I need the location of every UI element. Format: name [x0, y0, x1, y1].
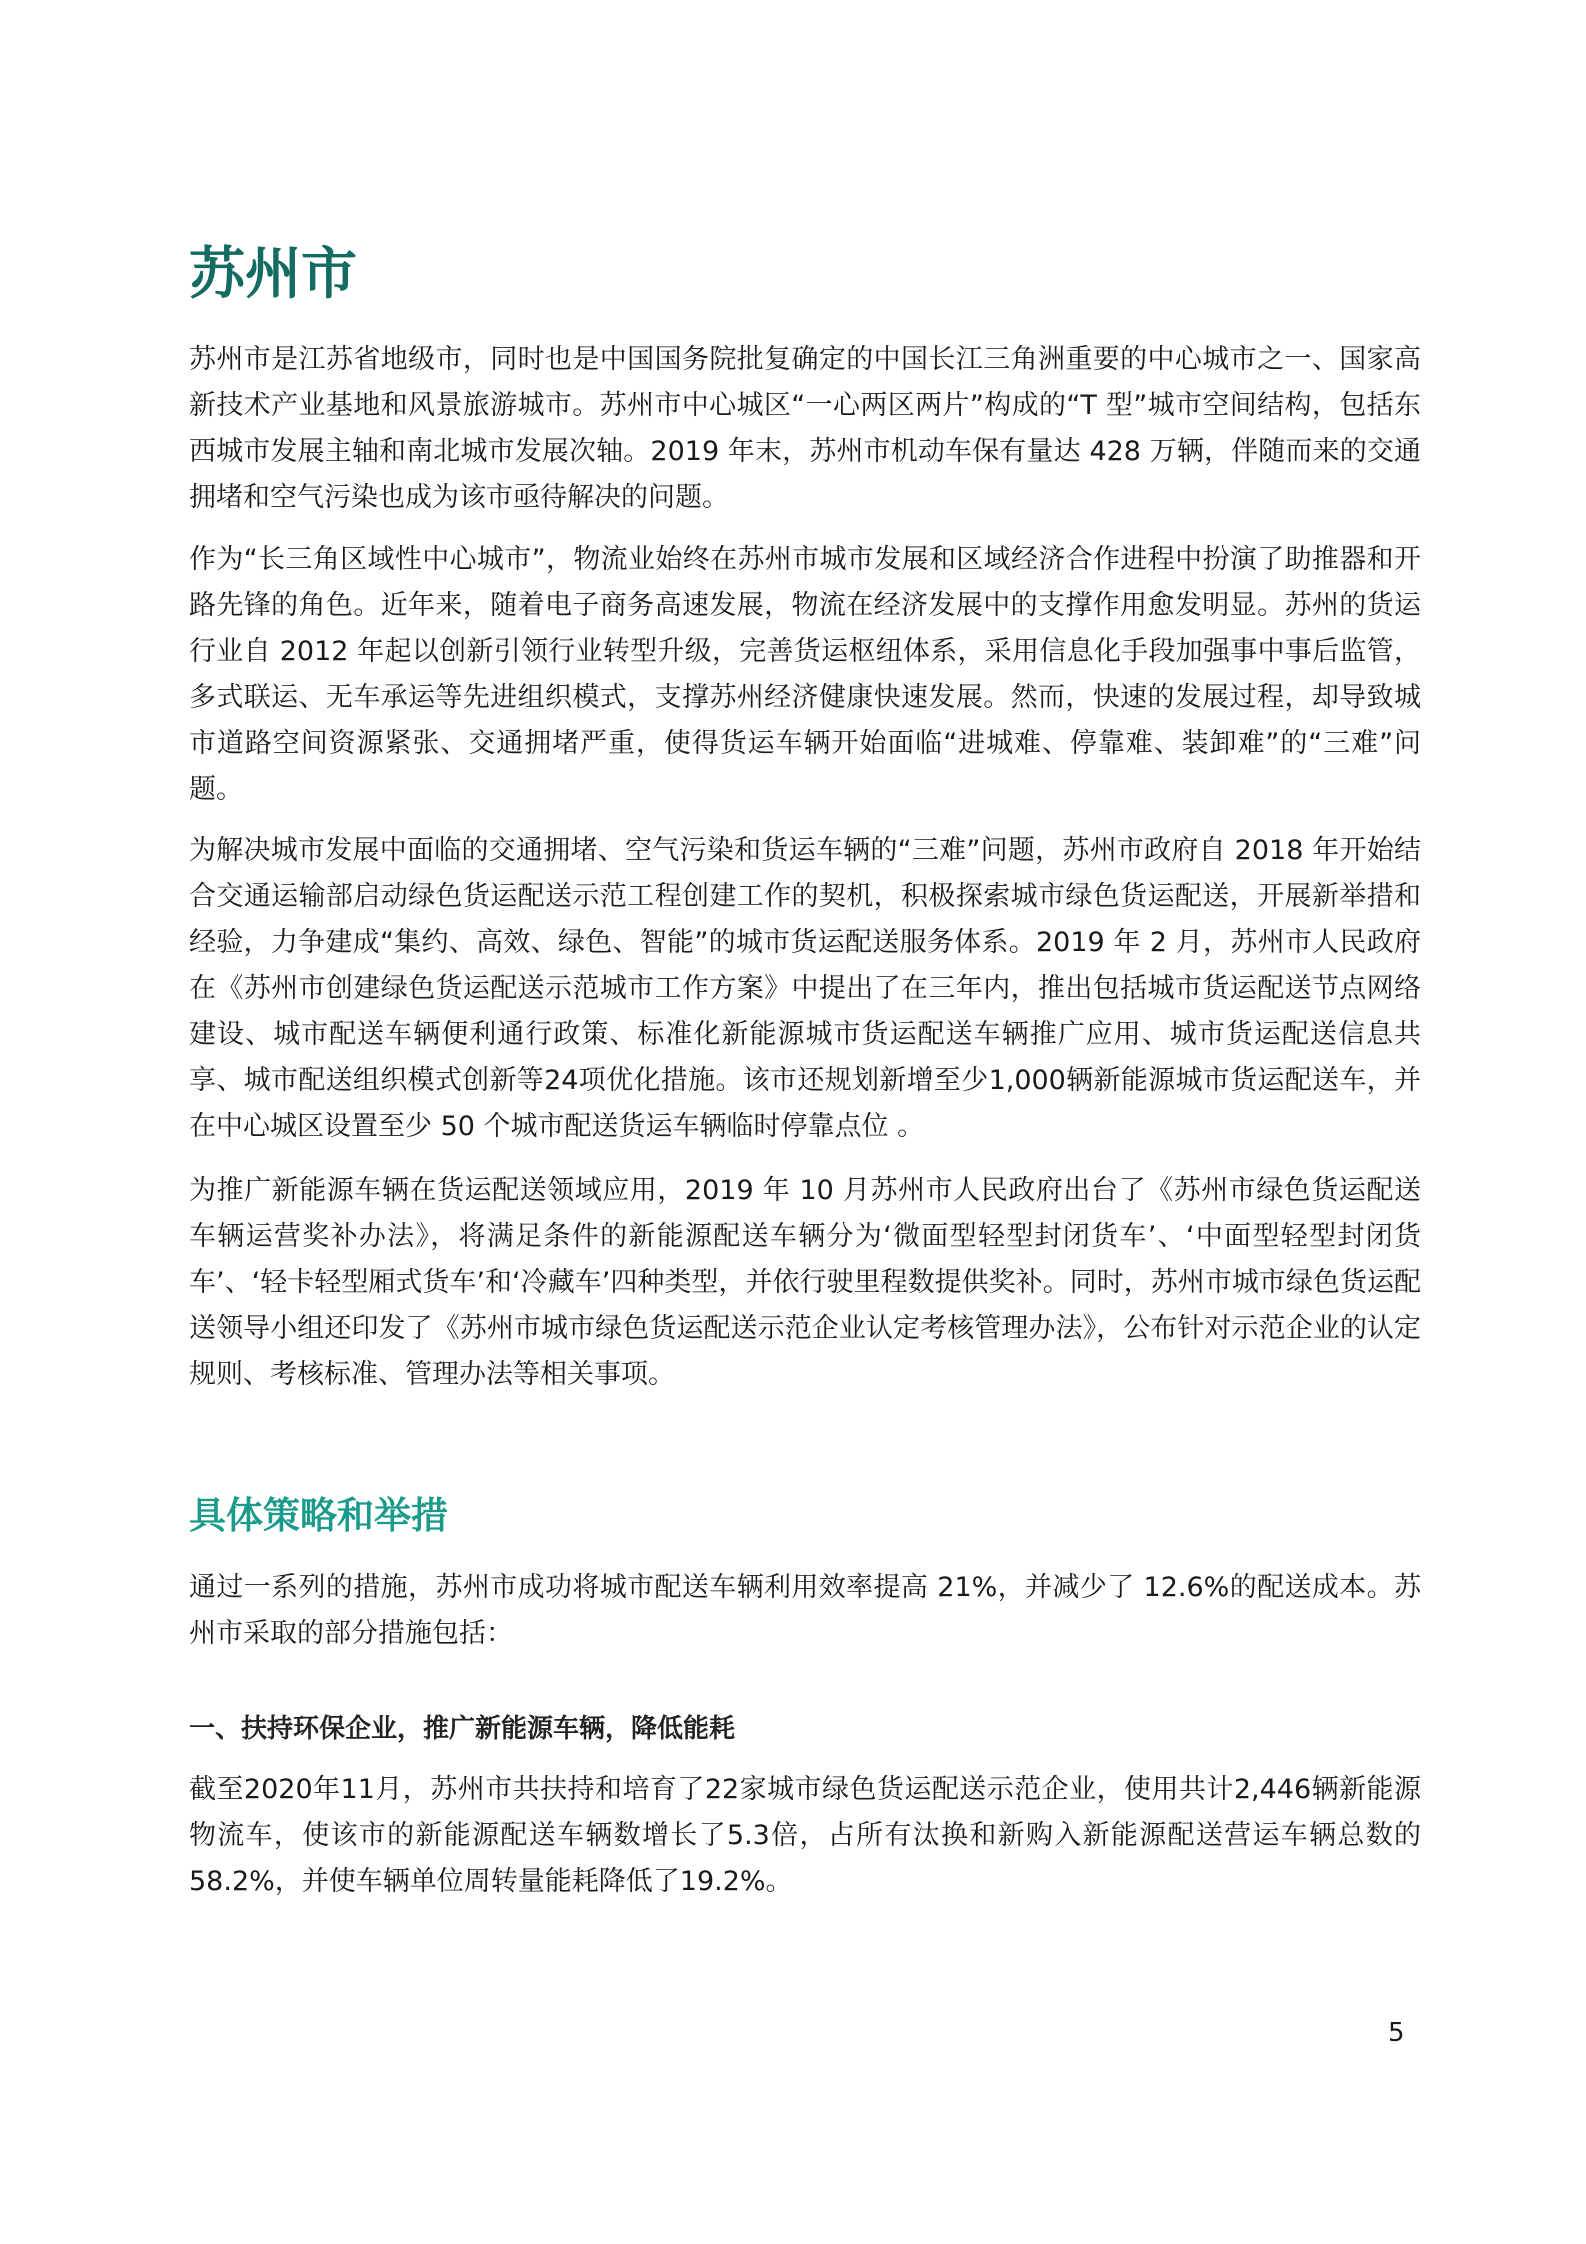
paragraph-subsidy: 为推广新能源车辆在货运配送领域应用，2019 年 10 月苏州市人民政府出台了《苏州市绿色货运配送车辆运营奖补办法》，将满足条件的新能源配送车辆分为‘微面型轻型封闭货车’、‘中面型轻型封闭货车’、‘轻卡轻型厢式货车’和‘冷藏车’四种类型，并依行驶里程数提供奖补。同时，苏州市城市绿色货运配送领导小组还印发了《苏州市城市绿色货运配送示范企业认定考核管理办法》，公布针对示范企业的认定规则、考核标准、管理办法等相关事项。 — [189, 1175, 1421, 1390]
section-intro: 通过一系列的措施，苏州市成功将城市配送车辆利用效率提高 21%，并减少了 12.6%的配送成本。苏州市采取的部分措施包括： — [189, 1572, 1421, 1649]
page-number: 5 — [1388, 2018, 1405, 2048]
section-heading: 具体策略和举措 — [189, 1494, 448, 1537]
subsection-body: 截至2020年11月，苏州市共扶持和培育了22家城市绿色货运配送示范企业，使用共计2,446辆新能源物流车，使该市的新能源配送车辆数增长了5.3倍，占所有汰换和新购入新能源配送营运车辆总数的58.2%，并使车辆单位周转量能耗降低了19.2%。 — [189, 1774, 1421, 1897]
page-title: 苏州市 — [189, 242, 357, 307]
subsection-heading: 一、扶持环保企业，推广新能源车辆，降低能耗 — [189, 1714, 736, 1744]
paragraph-logistics: 作为“长三角区域性中心城市”，物流业始终在苏州市城市发展和区域经济合作进程中扮演了助推器和开路先锋的角色。近年来，随着电子商务高速发展，物流在经济发展中的支撑作用愈发明显。苏州的货运行业自 2012 年起以创新引领行业转型升级，完善货运枢纽体系，采用信息化手段加强事中事后监管，多式联运、无车承运等先进组织模式，支撑苏州经济健康快速发展。然而，快速的发展过程，却导致城市道路空间资源紧张、交通拥堵严重，使得货运车辆开始面临“进城难、停靠难、装卸难”的“三难”问题。 — [189, 544, 1421, 805]
paragraph-intro: 苏州市是江苏省地级市，同时也是中国国务院批复确定的中国长江三角洲重要的中心城市之一、国家高新技术产业基地和风景旅游城市。苏州市中心城区“一心两区两片”构成的“T 型”城市空间结构，包括东西城市发展主轴和南北城市发展次轴。2019 年末，苏州市机动车保有量达 428 万辆，伴随而来的交通拥堵和空气污染也成为该市亟待解决的问题。 — [189, 344, 1421, 513]
paragraph-policy: 为解决城市发展中面临的交通拥堵、空气污染和货运车辆的“三难”问题，苏州市政府自 2018 年开始结合交通运输部启动绿色货运配送示范工程创建工作的契机，积极探索城市绿色货运配送，开展新举措和经验，力争建成“集约、高效、绿色、智能”的城市货运配送服务体系。2019 年 2 月，苏州市人民政府在《苏州市创建绿色货运配送示范城市工作方案》中提出了在三年内，推出包括城市货运配送节点网络建设、城市配送车辆便利通行政策、标准化新能源城市货运配送车辆推广应用、城市货运配送信息共享、城市配送组织模式创新等24项优化措施。该市还规划新增至少1,000辆新能源城市货运配送车，并在中心城区设置至少 50 个城市配送货运车辆临时停靠点位 。 — [189, 835, 1421, 1142]
